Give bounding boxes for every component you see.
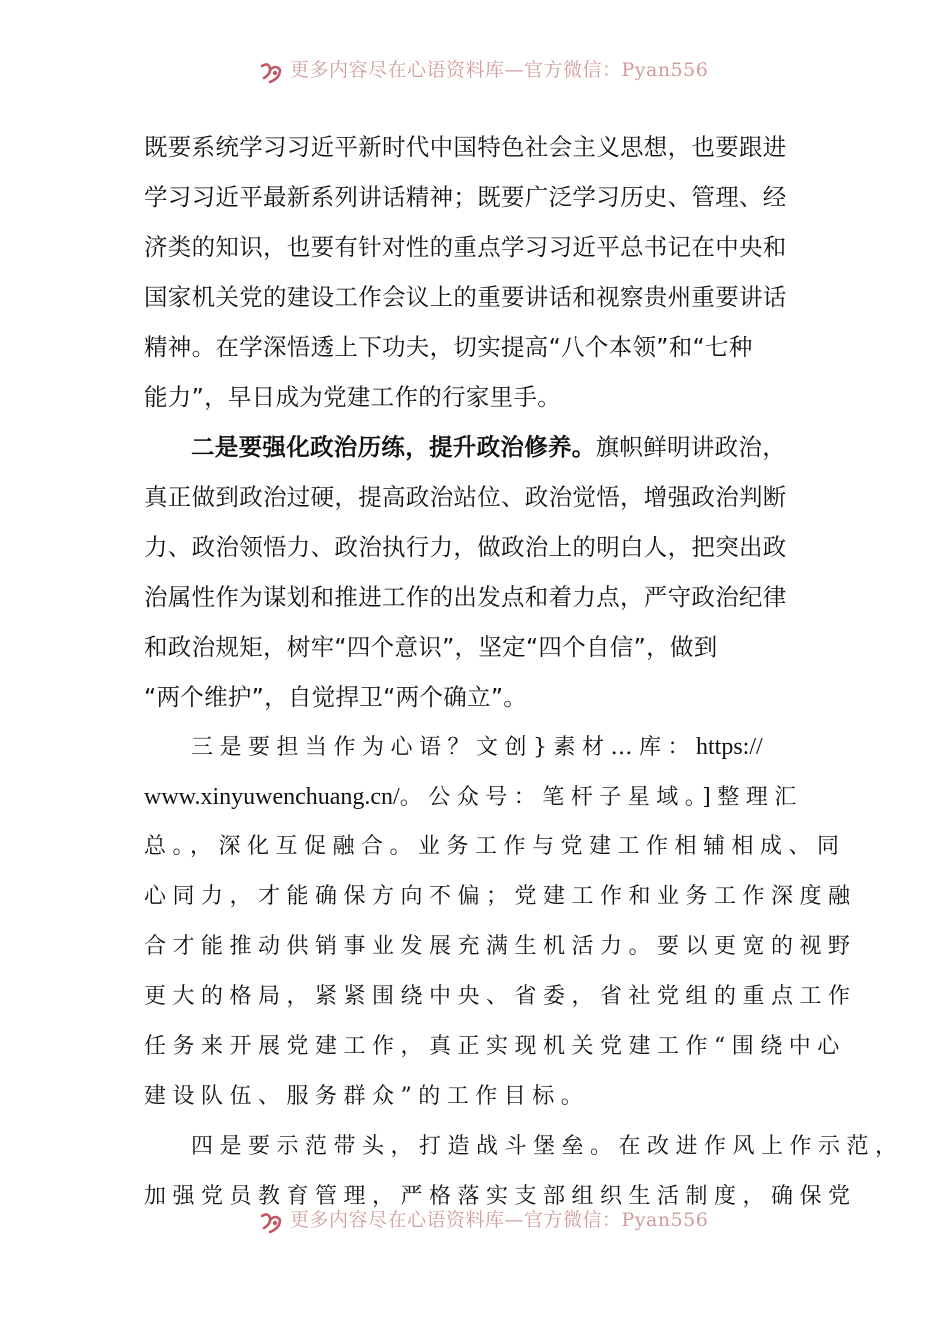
stylized-mark-icon <box>258 1210 284 1236</box>
text-line: 合才能推动供销事业发展充满生机活力。要以更宽的视野 <box>144 934 857 959</box>
paragraph-first-line <box>144 422 808 472</box>
text-line <box>144 772 808 822</box>
url-text: www.xinyuwenchuang.cn/ <box>144 784 400 810</box>
watermark-text: 更多内容尽在心语资料库—官方微信：Pyan556 <box>290 1208 709 1231</box>
text-line: 力、政治领悟力、政治执行力，做政治上的明白人，把突出政 <box>144 533 787 561</box>
watermark-text: 更多内容尽在心语资料库—官方微信：Pyan556 <box>290 58 709 81</box>
text-line: 和政治规矩，树牢“四个意识”，坚定“四个自信”，做到 <box>144 633 718 661</box>
text-line: 加强党员教育管理，严格落实支部组织生活制度，确保党 <box>144 1184 857 1209</box>
text-span: 旗帜鲜明讲政治， <box>595 433 787 461</box>
text-span: 三是要担当作为心语？文创}素材…库： <box>191 735 696 760</box>
footer-watermark <box>258 1208 778 1238</box>
url-text: https:// <box>696 734 763 760</box>
paragraph-heading: 二是要强化政治历练，提升政治修养。 <box>191 433 596 461</box>
header-watermark <box>258 58 778 88</box>
text-line: 济类的知识，也要有针对性的重点学习习近平总书记在中央和 <box>144 233 787 261</box>
text-line: 更大的格局，紧紧围绕中央、省委，省社党组的重点工作 <box>144 984 857 1009</box>
text-line: 真正做到政治过硬，提高政治站位、政治觉悟，增强政治判断 <box>144 483 787 511</box>
text-line: 既要系统学习习近平新时代中国特色社会主义思想，也要跟进 <box>144 133 787 161</box>
stylized-mark-icon <box>258 60 284 86</box>
text-line: 能力”，早日成为党建工作的行家里手。 <box>144 383 562 411</box>
document-body <box>144 122 904 1222</box>
text-line: 治属性作为谋划和推进工作的出发点和着力点，严守政治纪律 <box>144 583 787 611</box>
text-line: 任务来开展党建工作，真正实现机关党建工作“围绕中心 <box>144 1034 846 1059</box>
text-line: “两个维护”，自觉捍卫“两个确立”。 <box>144 683 528 711</box>
text-span: 。公众号：笔杆子星域。]整理汇 <box>399 785 803 810</box>
text-line: 学习习近平最新系列讲话精神；既要广泛学习历史、管理、经 <box>144 183 787 211</box>
text-line: 心同力，才能确保方向不偏；党建工作和业务工作深度融 <box>144 884 857 909</box>
text-line: 建设队伍、服务群众”的工作目标。 <box>144 1084 590 1109</box>
text-line: 国家机关党的建设工作会议上的重要讲话和视察贵州重要讲话 <box>144 283 787 311</box>
paragraph-first-line <box>144 722 808 772</box>
text-line: 精神。在学深悟透上下功夫，切实提高“八个本领”和“七种 <box>144 333 753 361</box>
paragraph-first-line: 四是要示范带头，打造战斗堡垒。在改进作风上作示范， <box>191 1134 904 1159</box>
text-line: 总。，深化互促融合。业务工作与党建工作相辅相成、同 <box>144 834 846 859</box>
